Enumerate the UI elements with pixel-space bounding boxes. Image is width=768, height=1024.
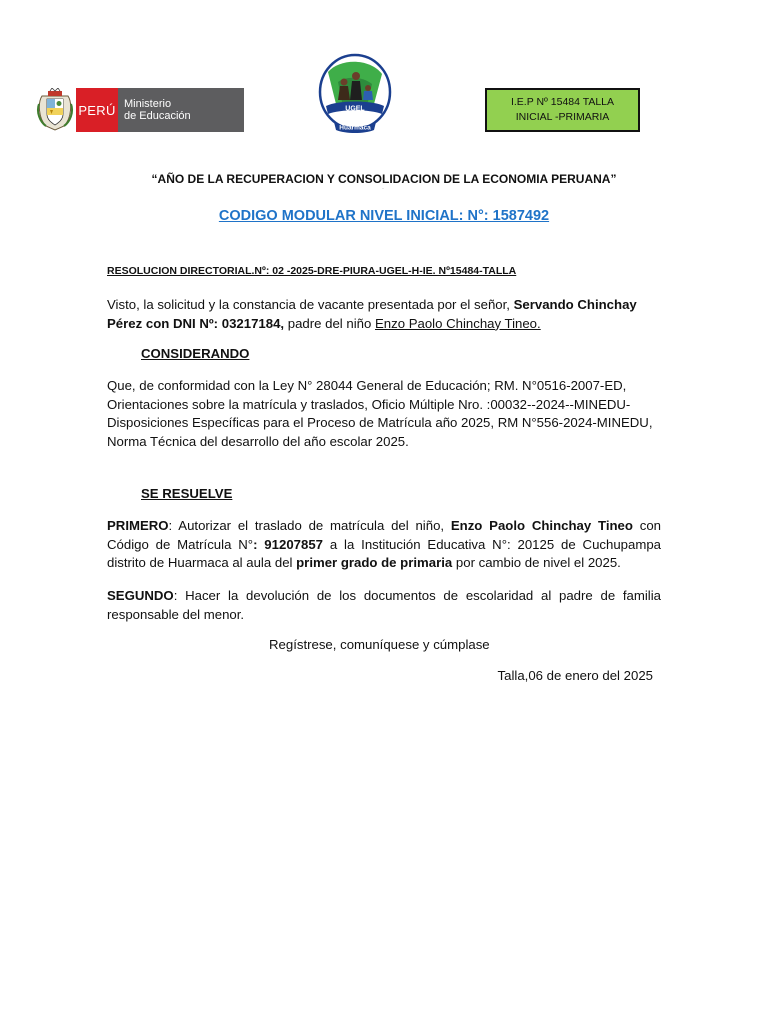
document-date: Talla,06 de enero del 2025 <box>497 668 653 683</box>
visto-father-name: Servando Chinchay Pérez con DNI Nº: 03217184, <box>107 297 637 331</box>
primero-text-b: con Código de Matrícula N° <box>107 518 661 552</box>
visto-text-3: . <box>537 315 541 331</box>
visto-paragraph <box>107 296 661 333</box>
primero-grade: primer grado de primaria <box>296 555 453 571</box>
primero-text-d: por cambio de nivel el 2025. <box>452 555 621 571</box>
school-badge-line2: INICIAL -PRIMARIA <box>515 111 610 123</box>
ugel-region-label: Huarmaca <box>339 124 371 132</box>
peru-label: PERÚ <box>76 88 118 132</box>
primero-child-name: Enzo Paolo Chinchay Tineo <box>450 518 633 533</box>
minedu-logo <box>36 88 244 132</box>
primero-text-c: a la Institución Educativa N°: 20125 de Cuchupampa distrito de Huarmaca al aula del <box>107 536 661 571</box>
visto-text-2: padre del niño <box>284 315 375 331</box>
peru-coat-of-arms-icon <box>36 88 74 132</box>
closing-formula: Regístrese, comuníquese y cúmplase <box>269 637 490 652</box>
primero-code: : 91207857 <box>253 536 323 552</box>
se-resuelve-heading: SE RESUELVE <box>141 486 233 501</box>
primero-label: PRIMERO <box>107 518 169 533</box>
primero-paragraph <box>107 517 661 573</box>
school-badge-line1: I.E.P Nº 15484 TALLA <box>510 96 615 108</box>
school-badge <box>485 88 640 132</box>
ministry-line2: de Educación <box>124 110 191 122</box>
segundo-paragraph <box>107 587 661 624</box>
resolucion-title: RESOLUCION DIRECTORIAL.Nº: 02 -2025-DRE-PIURA-UGEL-H-IE. Nº15484-TALLA <box>107 265 517 277</box>
ministry-label <box>118 88 244 132</box>
considerando-paragraph: Que, de conformidad con la Ley N° 28044 General de Educación; RM. N°0516-2007-ED, Orientaciones sobre la matrícula y traslados, Oficio Múltiple Nro. :00032--2024--MINEDU- Disposiciones Específicas para el Proceso de Matrícula año 2025, RM N°556-2024-MINEDU, Norma Técnica del desarrollo del año escolar 2025. <box>107 378 653 449</box>
codigo-modular-title: CODIGO MODULAR NIVEL INICIAL: N°: 1587492 <box>218 208 550 224</box>
tiny-mark: · <box>382 186 384 192</box>
ugel-label: UGEL <box>345 105 365 113</box>
year-motto: “AÑO DE LA RECUPERACION Y CONSOLIDACION DE LA ECONOMIA PERUANA” <box>151 172 617 186</box>
primero-text-a: : Autorizar el traslado de matrícula del niño, <box>168 518 451 533</box>
ugel-huarmaca-logo <box>316 52 394 136</box>
visto-child-name: Enzo Paolo Chinchay Tineo <box>375 315 538 331</box>
ministry-line1: Ministerio <box>124 98 172 110</box>
segundo-label: SEGUNDO <box>107 588 174 603</box>
visto-text-1: Visto, la solicitud y la constancia de vacante presentada por el señor, <box>107 297 514 312</box>
segundo-text: : Hacer la devolución de los documentos de escolaridad al padre de familia responsable del menor. <box>107 588 661 622</box>
considerando-heading: CONSIDERANDO <box>141 346 250 361</box>
